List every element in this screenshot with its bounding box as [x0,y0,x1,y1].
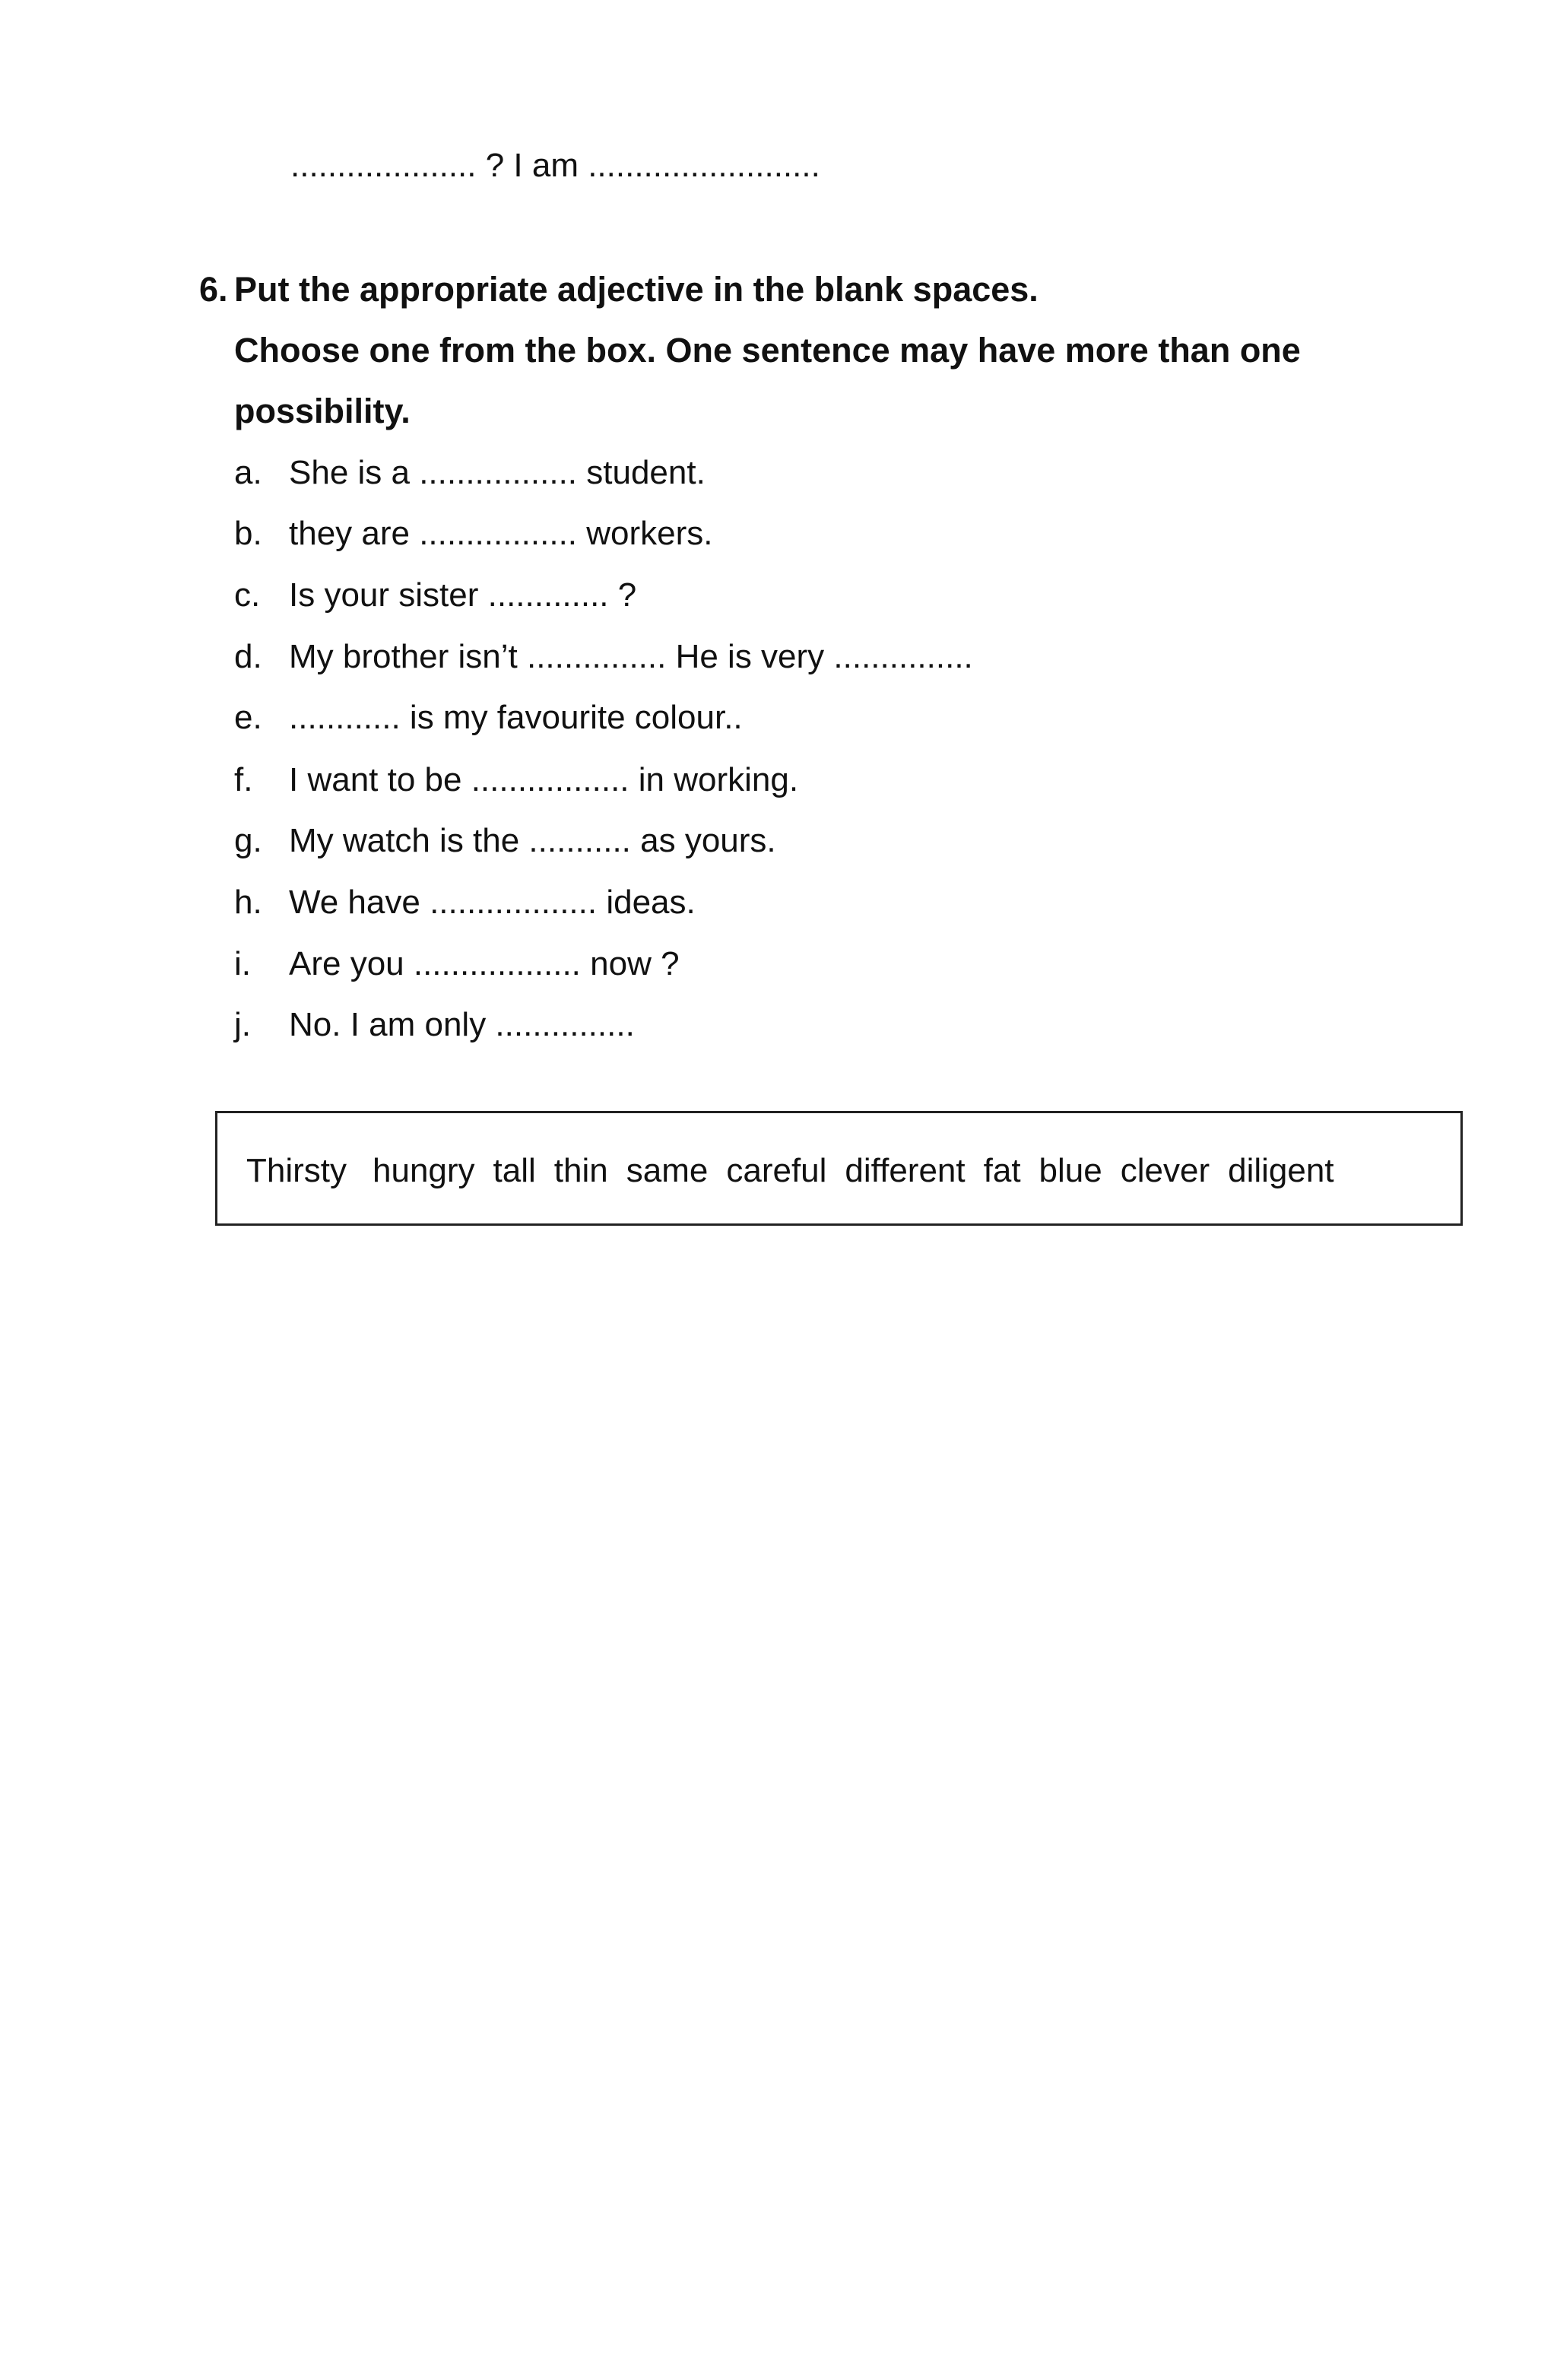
word-bank-box [215,1111,1463,1226]
word-bank-word: careful [726,1152,827,1189]
item-sentence: they are ................. workers. [289,515,713,552]
word-bank-word: blue [1039,1152,1102,1189]
word-bank-word: fat [983,1152,1021,1189]
item-sentence: She is a ................. student. [289,454,706,491]
word-bank-list [246,1154,1352,1188]
word-bank-word: different [845,1152,966,1189]
item-letter: e. [234,699,262,736]
item-letter: g. [234,822,262,859]
item-letter: b. [234,515,262,552]
word-bank-word: hungry [373,1152,475,1189]
item-letter: i. [234,945,251,982]
item-sentence: Is your sister ............. ? [289,576,637,614]
item-sentence: I want to be ................. in working. [289,761,799,798]
question-instruction-line-2: Choose one from the box. One sentence may have more than one [234,331,1301,370]
previous-question-line: .................... ? I am ......................... [290,147,820,184]
question-instruction-line-3: possibility. [234,392,411,430]
word-bank-word: diligent [1228,1152,1334,1189]
item-sentence: ............ is my favourite colour.. [289,699,743,736]
word-bank-word: thin [553,1152,608,1189]
item-sentence: Are you .................. now ? [289,945,680,982]
item-sentence: My watch is the ........... as yours. [289,822,776,859]
item-sentence: My brother isn’t ............... He is very ............... [289,638,973,675]
question-instruction-line-1: Put the appropriate adjective in the blank spaces. [234,270,1039,309]
word-bank-word: Thirsty [246,1152,347,1189]
item-letter: j. [234,1006,251,1043]
word-bank-word: same [626,1152,709,1189]
item-sentence: No. I am only ............... [289,1006,635,1043]
word-bank-word: clever [1120,1152,1210,1189]
item-letter: h. [234,884,262,921]
item-sentence: We have .................. ideas. [289,884,696,921]
question-number: 6. [199,270,228,309]
item-letter: d. [234,638,262,675]
item-letter: f. [234,761,253,798]
item-letter: c. [234,576,261,614]
item-letter: a. [234,454,262,491]
word-bank-word: tall [493,1152,536,1189]
